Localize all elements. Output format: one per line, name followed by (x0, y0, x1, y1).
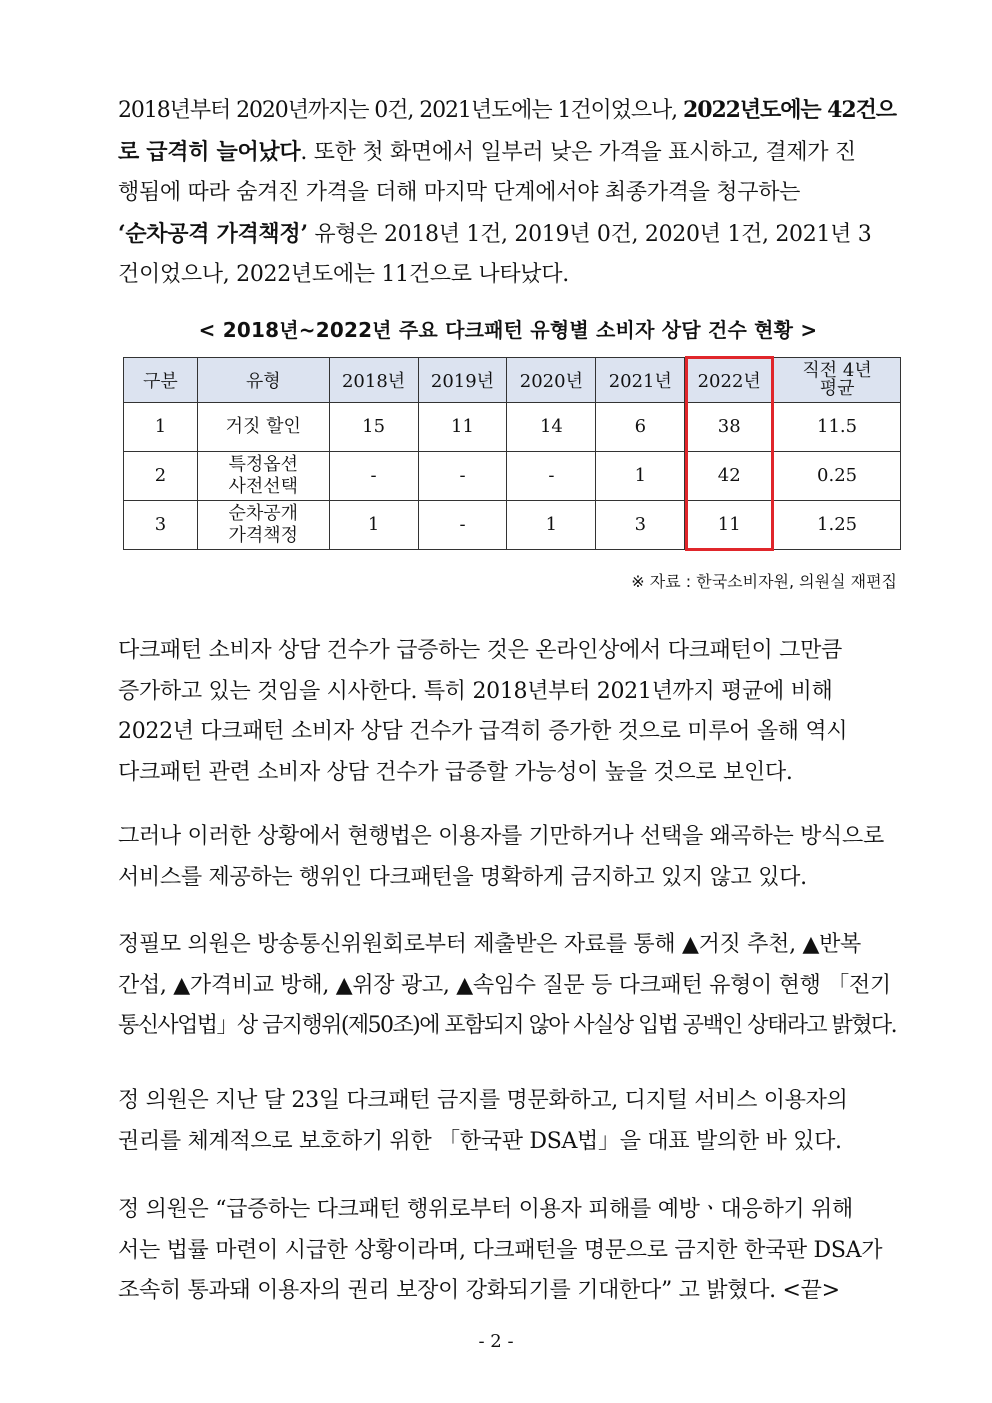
paragraph-line: 간섭, ▲가격비교 방해, ▲위장 광고, ▲속임수 질문 등 다크패턴 유형이 현행 「전기 (118, 972, 891, 998)
row-number: 2 (124, 452, 198, 501)
table-row (124, 403, 901, 452)
table-header-row (124, 358, 901, 403)
table-title: < 2018년~2022년 주요 다크패턴 유형별 소비자 상담 건수 현황 > (198, 318, 818, 342)
value-2021: 6 (596, 403, 685, 452)
intro-line-1 (118, 90, 898, 132)
paragraph-line: 정 의원은 “급증하는 다크패턴 행위로부터 이용자 피해를 예방ㆍ대응하기 위해 (118, 1197, 853, 1222)
paragraph-line: 정필모 의원은 방송통신위원회로부터 제출받은 자료를 통해 ▲거짓 추천, ▲반복 (118, 932, 861, 957)
paragraph-line: 조속히 통과돼 이용자의 권리 보장이 강화되기를 기대한다” 고 밝혔다. <끝> (118, 1278, 840, 1303)
header-cell: 2020년 (507, 358, 596, 403)
header-cell: 2018년 (329, 358, 418, 403)
intro-line-2 (118, 132, 898, 174)
row-type (197, 403, 329, 452)
header-cell: 구분 (124, 358, 198, 403)
intro-bold-text: 2022년도에는 42건으 (683, 97, 896, 123)
value-2022: 42 (685, 452, 774, 501)
intro-paragraph (118, 90, 898, 296)
value-2022: 11 (685, 501, 774, 550)
header-cell: 유형 (197, 358, 329, 403)
paragraph-line: 통신사업법」상 금지행위(제50조)에 포함되지 않아 사실상 입법 공백인 상태라고 밝혔다. (118, 1013, 897, 1038)
table-row (124, 501, 901, 550)
intro-line-5: 건이었으나, 2022년도에는 11건으로 나타났다. (118, 262, 569, 287)
type-line-2: 가격책정 (228, 525, 299, 546)
intro-text: . 또한 첫 화면에서 일부러 낮은 가격을 표시하고, 결제가 진 (300, 139, 856, 165)
header-cell (774, 358, 901, 403)
value-2019: 11 (418, 403, 507, 452)
paragraph-3 (118, 817, 898, 898)
row-number: 1 (124, 403, 198, 452)
type-line-1: 거짓 할인 (225, 416, 301, 437)
value-average: 0.25 (774, 452, 901, 501)
value-2018: - (329, 452, 418, 501)
header-avg-line-2: 평균 (819, 378, 855, 399)
source-note: ※ 자료 : 한국소비자원, 의원실 재편집 (631, 572, 897, 591)
paragraph-line: 서비스를 제공하는 행위인 다크패턴을 명확하게 금지하고 있지 않고 있다. (118, 864, 807, 890)
type-line-1: 순차공개 (228, 503, 299, 524)
paragraph-6 (118, 1190, 898, 1312)
value-2018: 1 (329, 501, 418, 550)
paragraph-line: 그러나 이러한 상황에서 현행법은 이용자를 기만하거나 선택을 왜곡하는 방식으로 (118, 824, 884, 849)
value-2022: 38 (685, 403, 774, 452)
intro-bold-text: ‘순차공격 가격책정’ (118, 220, 308, 247)
paragraph-2 (118, 631, 898, 793)
value-2020: - (507, 452, 596, 501)
type-line-2: 사전선택 (228, 476, 299, 497)
value-2019: - (418, 452, 507, 501)
value-average: 1.25 (774, 501, 901, 550)
paragraph-line: 권리를 체계적으로 보호하기 위한 「한국판 DSA법」을 대표 발의한 바 있다. (118, 1128, 842, 1154)
paragraph-4 (118, 925, 898, 1047)
paragraph-line: 다크패턴 관련 소비자 상담 건수가 급증할 가능성이 높을 것으로 보인다. (118, 759, 793, 785)
value-2020: 14 (507, 403, 596, 452)
row-type (197, 452, 329, 501)
paragraph-line: 서는 법률 마련이 시급한 상황이라며, 다크패턴을 명문으로 금지한 한국판 DSA가 (118, 1237, 883, 1263)
type-line-1: 특정옵션 (228, 454, 299, 475)
value-2021: 1 (596, 452, 685, 501)
intro-text: 2018년부터 2020년까지는 0건, 2021년도에는 1건이었으나, (118, 98, 683, 123)
value-2018: 15 (329, 403, 418, 452)
value-2019: - (418, 501, 507, 550)
header-cell: 2021년 (596, 358, 685, 403)
header-avg-line-1: 직전 4년 (802, 360, 872, 381)
paragraph-line: 정 의원은 지난 달 23일 다크패턴 금지를 명문화하고, 디지털 서비스 이용자의 (118, 1088, 848, 1113)
row-type (197, 501, 329, 550)
intro-bold-text: 로 급격히 늘어났다 (118, 138, 301, 165)
intro-line-4 (118, 214, 898, 256)
header-cell: 2022년 (685, 358, 774, 403)
paragraph-5 (118, 1081, 898, 1162)
header-cell: 2019년 (418, 358, 507, 403)
value-2021: 3 (596, 501, 685, 550)
paragraph-line: 증가하고 있는 것임을 시사한다. 특히 2018년부터 2021년까지 평균에 비해 (118, 678, 833, 704)
dark-pattern-table (123, 357, 901, 550)
intro-text: 유형은 2018년 1건, 2019년 0건, 2020년 1건, 2021년 3 (307, 221, 872, 247)
paragraph-line: 다크패턴 소비자 상담 건수가 급증하는 것은 온라인상에서 다크패턴이 그만큼 (118, 638, 843, 663)
row-number: 3 (124, 501, 198, 550)
paragraph-line: 2022년 다크패턴 소비자 상담 건수가 급격히 증가한 것으로 미루어 올해 역시 (118, 719, 848, 744)
value-2020: 1 (507, 501, 596, 550)
value-average: 11.5 (774, 403, 901, 452)
page-number: - 2 - (478, 1331, 514, 1352)
intro-line-3: 행됨에 따라 숨겨진 가격을 더해 마지막 단계에서야 최종가격을 청구하는 (118, 180, 801, 205)
table-row (124, 452, 901, 501)
